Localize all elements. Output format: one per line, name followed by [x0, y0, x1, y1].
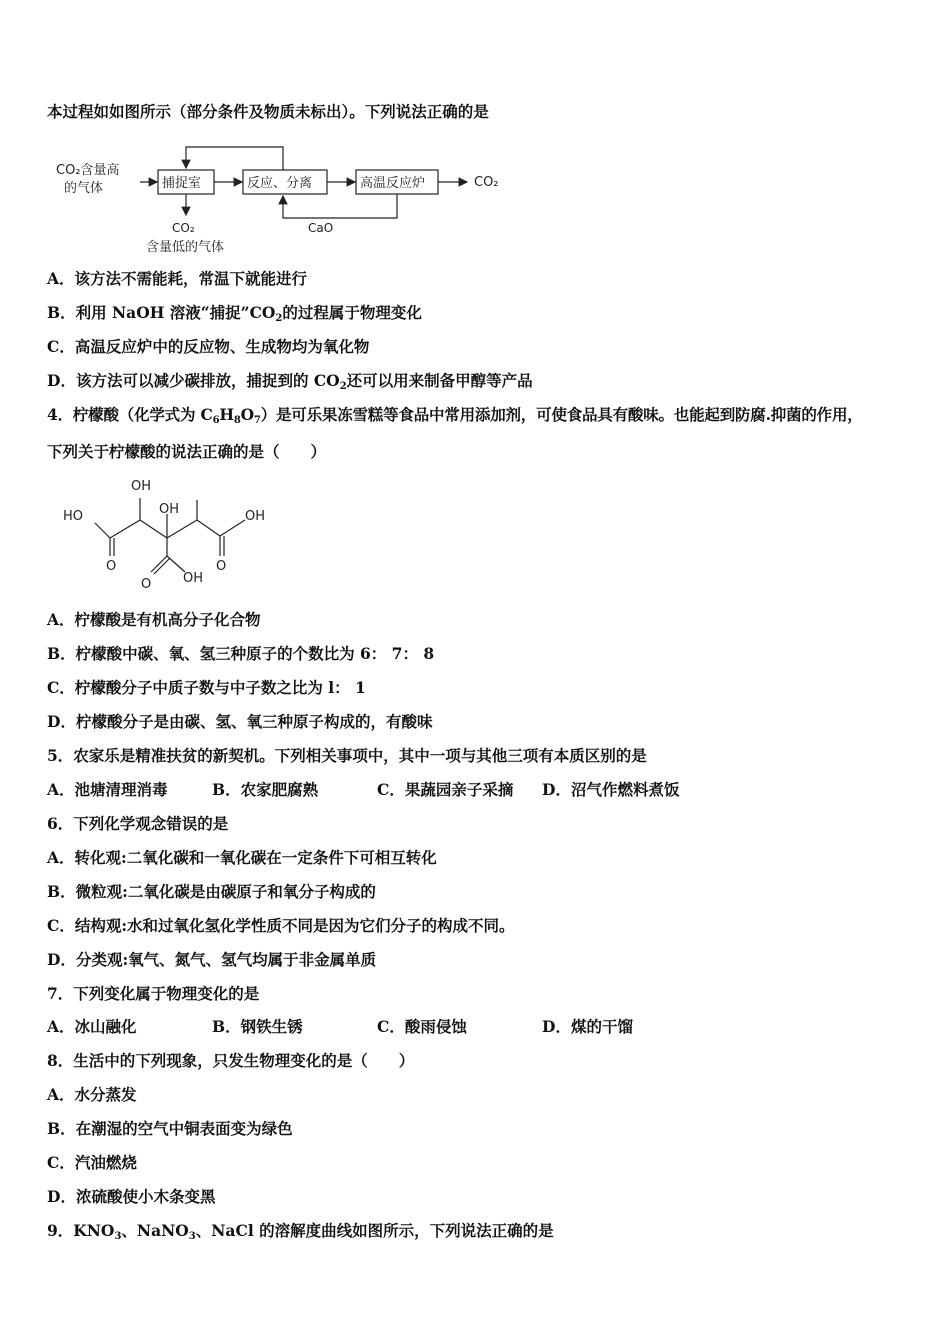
q4-sub-c: 6: [212, 415, 220, 426]
q5-option-b: B．农家肥腐熟: [212, 780, 319, 799]
o-bottom-label: O: [141, 577, 152, 592]
q7-options: [47, 1017, 907, 1037]
input-gas-label-b: 的气体: [64, 181, 104, 196]
furnace-label: 高温反应炉: [360, 176, 426, 191]
q3-option-c: C．高温反应炉中的反应物、生成物均为氧化物: [47, 337, 370, 356]
low-gas-label: 含量低的气体: [146, 240, 225, 255]
q7-stem: 7．下列变化属于物理变化的是: [47, 984, 260, 1003]
oh-mid-label: OH: [159, 502, 180, 517]
o-right-label: O: [216, 559, 227, 574]
q8-option-b: B．在潮湿的空气中铜表面变为绿色: [47, 1119, 293, 1138]
intro-text: 本过程如如图所示（部分条件及物质未标出）。下列说法正确的是: [47, 102, 489, 121]
q8-stem: 8．生活中的下列现象，只发生物理变化的是（ ）: [47, 1051, 415, 1070]
q3-b-pre: B．利用 NaOH 溶液“捕捉”CO: [47, 303, 276, 322]
q5-option-c: C．果蔬园亲子采摘: [377, 780, 514, 799]
q3-b-post: 的过程属于物理变化: [282, 303, 422, 322]
q9-p3: 、NaCl 的溶解度曲线如图所示，下列说法正确的是: [195, 1221, 554, 1240]
q9-p2: 、NaNO: [121, 1221, 189, 1240]
q5-option-a: A．池塘清理消毒: [47, 780, 168, 799]
ho-left-label: HO: [63, 509, 84, 524]
reaction-separation-label: 反应、分离: [247, 176, 313, 191]
q7-option-b: B．钢铁生锈: [212, 1017, 303, 1036]
q8-option-d: D．浓硫酸使小木条变黑: [47, 1187, 216, 1206]
q5-stem: 5．农家乐是精准扶贫的新契机。下列相关事项中，其中一项与其他三项有本质区别的是: [47, 746, 647, 765]
co2-output-label: CO₂: [474, 175, 499, 190]
q3-b-sub: 2: [275, 313, 283, 324]
q6-option-b: B．微粒观:二氧化碳是由碳原子和氧分子构成的: [47, 882, 376, 901]
q3-d-post: 还可以用来制备甲醇等产品: [346, 371, 533, 390]
q6-option-c: C．结构观:水和过氧化氢化学性质不同是因为它们分子的构成不同。: [47, 916, 515, 935]
q7-option-a: A．冰山融化: [47, 1017, 137, 1036]
q3-d-sub: 2: [339, 381, 347, 392]
q4-stem-line2: 下列关于柠檬酸的说法正确的是（ ）: [47, 442, 327, 461]
q4-option-d: D．柠檬酸分子是由碳、氢、氧三种原子构成的，有酸味: [47, 712, 433, 731]
q4-stem: [47, 405, 863, 425]
oh-bottom-label: OH: [183, 571, 204, 586]
q6-option-d: D．分类观:氧气、氮气、氢气均属于非金属单质: [47, 950, 377, 969]
q9-p1: 9．KNO: [47, 1221, 115, 1240]
co2-low-label: CO₂: [172, 221, 195, 235]
q8-option-a: A．水分蒸发: [47, 1085, 137, 1104]
input-gas-label-a: CO₂含量高: [56, 163, 120, 178]
q9-s1: 3: [114, 1231, 122, 1242]
q7-option-c: C．酸雨侵蚀: [377, 1017, 467, 1036]
q3-option-d: [47, 371, 533, 391]
q9-stem: [47, 1221, 554, 1241]
q3-option-b: [47, 303, 422, 323]
q4-option-a: A．柠檬酸是有机高分子化合物: [47, 610, 261, 629]
cao-label: CaO: [308, 221, 334, 235]
oh-top-label: OH: [131, 479, 152, 494]
q4-option-c: C．柠檬酸分子中质子数与中子数之比为 l： 1: [47, 678, 366, 697]
q4-sub-h: 8: [233, 415, 241, 426]
capture-chamber-label: 捕捉室: [162, 176, 202, 191]
capture-flow-diagram: [50, 138, 520, 260]
q4-stem-pre: 4．柠檬酸（化学式为 C: [47, 405, 213, 424]
q5-option-d: D．沼气作燃料煮饭: [542, 780, 680, 799]
q3-option-a: A．该方法不需能耗，常温下就能进行: [47, 269, 308, 288]
citric-acid-structure: [55, 476, 285, 601]
q3-d-pre: D．该方法可以减少碳排放，捕捉到的 CO: [47, 371, 340, 390]
q4-h: H: [219, 405, 234, 424]
o-left-label: O: [106, 559, 117, 574]
q9-s2: 3: [188, 1231, 196, 1242]
q4-stem-post: ）是可乐果冻雪糕等食品中常用添加剂，可使食品具有酸味。也能起到防腐.抑菌的作用，: [260, 405, 863, 424]
q7-option-d: D．煤的干馏: [542, 1017, 633, 1036]
q4-o: O: [240, 405, 254, 424]
q4-sub-o: 7: [253, 415, 261, 426]
q8-option-c: C．汽油燃烧: [47, 1153, 137, 1172]
oh-right-label: OH: [245, 509, 266, 524]
q4-option-b: B．柠檬酸中碳、氧、氢三种原子的个数比为 6： 7： 8: [47, 644, 435, 663]
q5-options: [47, 780, 907, 800]
q6-stem: 6．下列化学观念错误的是: [47, 814, 229, 833]
q6-option-a: A．转化观:二氧化碳和一氧化碳在一定条件下可相互转化: [47, 848, 437, 867]
